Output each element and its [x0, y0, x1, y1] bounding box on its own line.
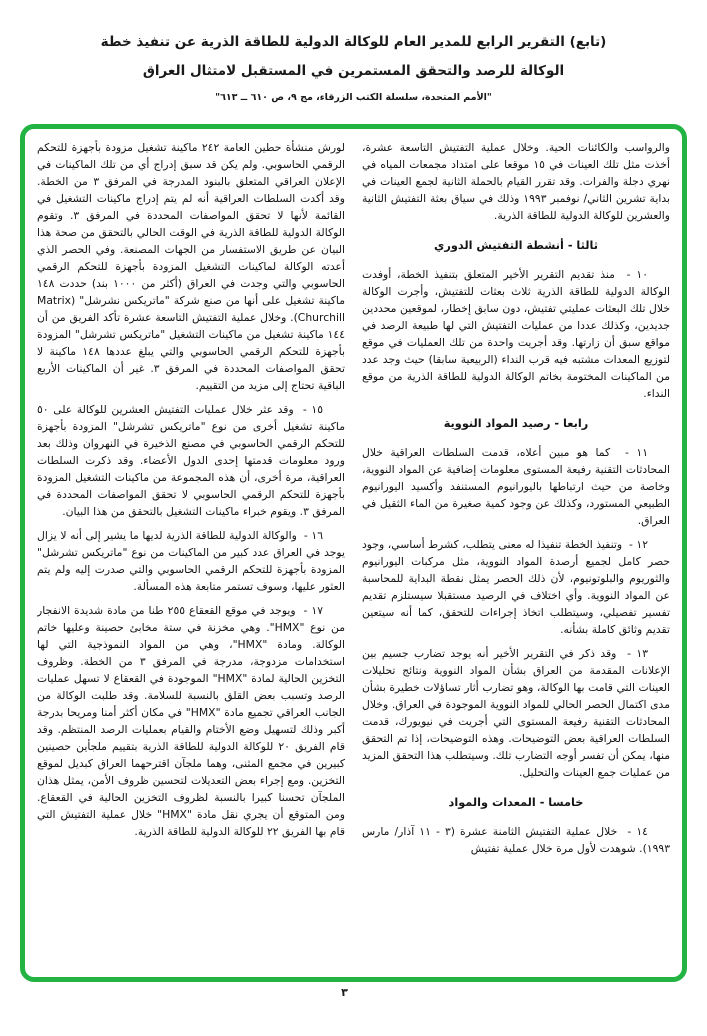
page-number: ٣ [341, 986, 348, 999]
continuation-paragraph: والرواسب والكائنات الحية. وخلال عملية التفتيش التاسعة عشرة، أخذت مثل تلك العينات في ١٥ موقعا على امتداد مجمعات المياه في نهري دجلة والفرات. وقد تقرر القيام بالحملة الثانية لجمع العينات في بداية تشرين الثاني/ نوفمبر ١٩٩٣ وذلك في سياق بعثة التفتيش الثانية والعشرين للوكالة الدولية للطاقة الذرية. [362, 141, 670, 222]
paragraph-13: ١٣ - وقد ذكر في التقرير الأخير أنه يوجد تضارب جسيم بين الإعلانات المقدمة من العراق بشأن المواد النووية ونتائج تحليلات العينات التي قامت بها الوكالة، وهو تضارب أثار تساؤلات خطيرة بشأن مدى اكتمال الحصر الحالي للمواد النووية الموجودة في العراق. وخلال المحادثات التقنية رفيعة المستوى التي أجريت في نيويورك، قدمت السلطات العراقية بعض التوضيحات. وهذه التوضيحات، إذا تم التحقق منها، يمكن أن تفسر أوجه التضارب تلك. وسيتطلب هذا التحقق المزيد من عمليات جمع العينات والتحليل. [362, 647, 670, 779]
paragraph-12: ١٢ - وتنفيذ الخطة تنفيذا له معنى يتطلب، كشرط أساسي، وجود حصر كامل لجميع أرصدة المواد النووية، مثل مركبات اليورانيوم والثوريوم والبلوتونيوم، لأن ذلك الحصر يمثل نقطة البداية للمحاسبة عن المواد النووية. وأي اختلاف في الرصيد مستقبلا سيستلزم تقديم تفسير تفصيلي، وسيتطلب اتخاذ إجراءات للتحقق، كما أنه سيتعين تقديم وثائق كاملة بشأنه. [362, 538, 670, 636]
continuation-paragraph: لورش منشأة حطين العامة ٢٤٢ ماكينة تشغيل مزودة بأجهزة للتحكم الرقمي الحاسوبي. ولم يكن قد سبق إدراج أي من تلك الماكينات في الإعلان العراقي المتعلق بالبنود المدرجة في المرفق ٣ من الخطة. وقد أكدت السلطات العراقية أنه لم يتم إدراج ماكينات التشغيل في القائمة لأنها لا تحقق المواصفات المحددة في المرفق ٣. وتقوم الوكالة الدولية للطاقة الذرية في الوقت الحالي بالتحقق من صحة هذا البيان عن طريق الاستفسار من الجهات المصنعة. وفي الحصر الذي أعدته الوكالة لماكينات التشغيل المزودة بأجهزة للتحكم الرقمي الحاسوبي والتي وجدت في العراق (أكثر من ١٠٠٠ بند) حددت ١٤٨ ماكينة تشغيل على أنها من صنع شركة "ماتريكس نشرشل" (Matrix Churchill). وخلال عملية التفتيش التاسعة عشرة تأكد الفريق من أن ١٤٤ ماكينة تشغيل من ماكينات التشغيل "ماتريكس تشرشل" المزودة بأجهزة للتحكم الرقمي الحاسوبي والتي يبلغ عددها ١٤٨ ماكينة لا تحقق المواصفات المحددة في المرفق ٣. غير أن الماكينات الأربع الباقية تحتاج إلى مزيد من التقييم. [37, 141, 345, 392]
paragraph-16: ١٦ - والوكالة الدولية للطاقة الذرية لديها ما يشير إلى أنه لا يزال يوجد في العراق عدد كبير من الماكينات من نوع "ماتريكس تشرشل" المزودة بأجهزة للتحكم الرقمي الحاسوبي والتي صدرت إليه ولم يتم العثور عليها، وسوف تستمر متابعة هذه المسألة. [37, 529, 345, 593]
section-heading-third: ثالثا - أنشطة التفتيش الدوري [433, 239, 599, 252]
left-column [37, 139, 345, 969]
paragraph-10: ١٠ - منذ تقديم التقرير الأخير المتعلق بتنفيذ الخطة، أوفدت الوكالة الدولية للطاقة الذرية ثلاث بعثات للتفتيش، وأجرت الوكالة خلال تلك البعثات عمليتي تفتيش، دون سابق إخطار، لموقعين محددين جديدين، وكذلك عددا من عمليات التفتيش التي لها طبيعة الرصد في مواقع سبق أن زارتها. وقد أجريت واحدة من تلك العمليات في موقع لتوزيع المعدات مشتبه فيه قرب النداء (الربيعية سابقا) حيث وجد عدد من الماكينات المختومة بخاتم الوكالة الدولية للطاقة الذرية من موقع النداء. [362, 268, 670, 400]
source-citation: "الأمم المتحدة، سلسلة الكتب الزرقاء، مج ٩، ص ٦١٠ ــ ٦١٣" [215, 92, 492, 103]
right-column [362, 139, 670, 969]
paragraph-11: ١١ - كما هو مبين أعلاه، قدمت السلطات العراقية خلال المحادثات التقنية رفيعة المستوى معلومات إضافية عن المواد النووية، وخاصة من حيث ارتباطها باليورانيوم المستنفد وأكسيد اليورانيوم الطبيعي المستورد، وكذلك عن وجود كمية صغيرة من الماء الثقيل في العراق. [362, 446, 670, 527]
section-heading-fourth: رابعا - رصيد المواد النووية [443, 417, 589, 430]
two-column-layout [37, 139, 670, 969]
page-header [0, 28, 707, 108]
section-heading-fifth: خامسا - المعدات والمواد [448, 796, 584, 809]
paragraph-14: ١٤ - خلال عملية التفتيش الثامنة عشرة (٣ - ١١ آذار/ مارس ١٩٩٣). شوهدت لأول مرة خلال عملية تفتيش [362, 825, 670, 855]
report-title-line-2: الوكالة للرصد والتحقق المستمرين في المستقبل لامتثال العراق [142, 63, 565, 79]
content-border-box [20, 124, 687, 982]
paragraph-15: ١٥ - وقد عثر خلال عمليات التفتيش العشرين للوكالة على ٥٠ ماكينة تشغيل أخرى من نوع "ماتريكس تشرشل" المزودة بأجهزة للتحكم الرقمي الحاسوبي في مصنع الذخيرة في النهروان وذلك بعد ورود معلومات قدمتها إحدى الدول الأعضاء. وقد ذكرت السلطات العراقية، مرة أخرى، أن هذه المجموعة من ماكينات التشغيل المزودة بأجهزة للتحكم الرقمي الحاسوبي لا تحقق المواصفات المحددة في المرفق ٣. ويقوم خبراء ماكينات التشغيل بالتحقق من هذا البيان. [37, 403, 345, 518]
report-title-line-1: (تابع) التقرير الرابع للمدير العام للوكالة الدولية للطاقة الذرية عن تنفيذ خطة [100, 34, 607, 50]
paragraph-17: ١٧ - ويوجد في موقع القعقاع ٢٥٥ طنا من مادة شديدة الانفجار من نوع "HMX". وهي مخزنة في ستة مخابئ حصينة وعليها خاتم الوكالة. ومادة "HMX"، وهي من المواد النموذجية التي لها استخدامات مزدوجة، مدرجة في المرفق ٣ من الخطة. وظروف التخزين الحالية لمادة "HMX" الموجودة في القعقاع لا تسهل عمليات الرصد وتسبب بعض القلق بالنسبة للسلامة. وقد طلبت الوكالة من الجانب العراقي تجميع مادة "HMX" في مكان أكثر أمنا ومريحا بدرجة أكبر وذلك لتسهيل وضع الأختام والقيام بعمليات الرصد المنتظم. وقد قام الفريق ٢٠ للوكالة الدولية للطاقة الذرية بتقييم ملجأين حصينين كبيرين في مجمع المثنى، وهما ملجآن اقترحهما العراق كبديل لموقع التخزين. ومع إجراء بعض التعديلات لتحسين ظروف الأمن، يمثل هذان الملجآن تحسنا كبيرا بالنسبة لظروف التخزين الحالية في القعقاع. ومن المتوقع أن يجري نقل مادة "HMX" خلال عملية التفتيش التي قام بها الفريق ٢٢ للوكالة الدولية للطاقة الذرية. [37, 604, 346, 838]
